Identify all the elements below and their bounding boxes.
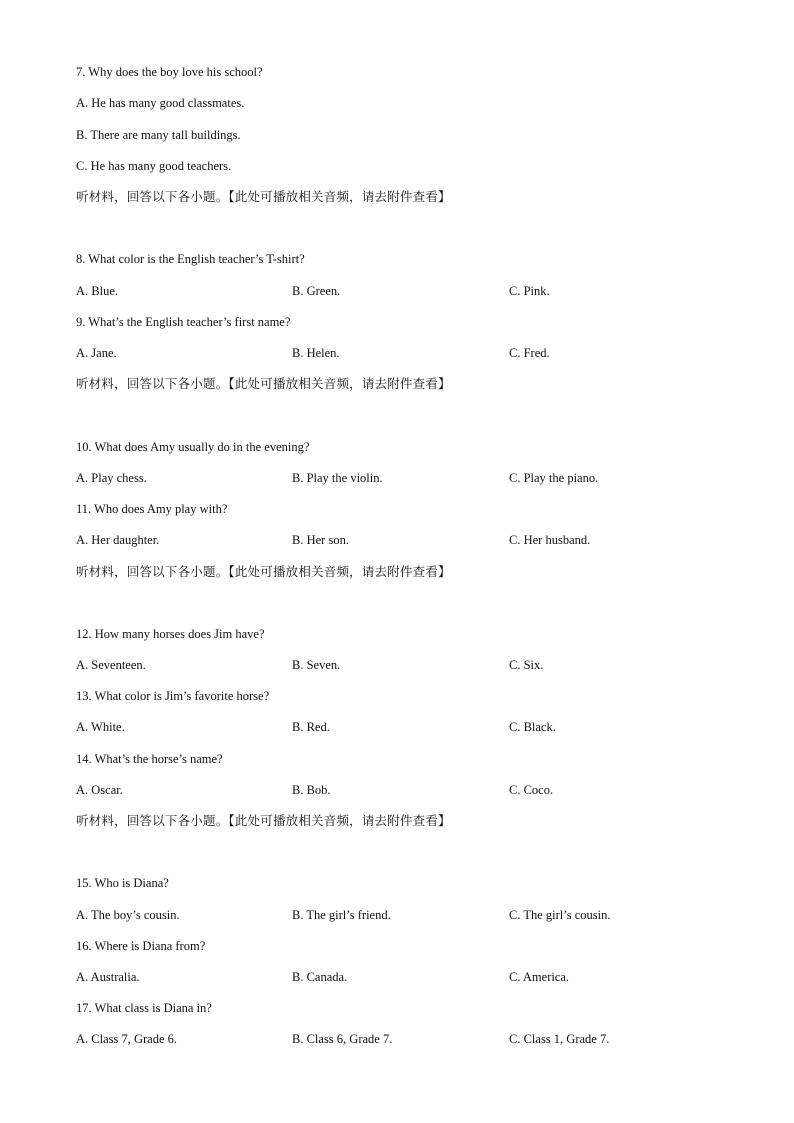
question-10-options [0,470,794,486]
question-16-option-c: C. America. [509,970,570,984]
question-10-option-c: C. Play the piano. [509,471,599,485]
instruction-3: 听材料，回答以下各小题。【此处可播放相关音频，请去附件查看】 [76,564,451,579]
question-17: 17. What class is Diana in? [76,1001,212,1015]
question-15-option-a: A. The boy’s cousin. [76,908,180,922]
question-13-options [0,719,794,735]
question-15: 15. Who is Diana? [76,876,169,890]
question-9-option-b: B. Helen. [292,346,340,360]
instruction-2: 听材料，回答以下各小题。【此处可播放相关音频，请去附件查看】 [76,376,451,391]
question-12-option-c: C. Six. [509,658,544,672]
question-11: 11. Who does Amy play with? [76,502,228,516]
question-12-option-b: B. Seven. [292,658,341,672]
question-8-option-c: C. Pink. [509,284,550,298]
question-7-option-a: A. He has many good classmates. [76,96,245,110]
question-16: 16. Where is Diana from? [76,939,206,953]
question-8-option-a: A. Blue. [76,284,119,298]
question-11-option-b: B. Her son. [292,533,349,547]
question-9-option-c: C. Fred. [509,346,550,360]
question-17-option-c: C. Class 1, Grade 7. [509,1032,610,1046]
question-9: 9. What’s the English teacher’s first name? [76,315,291,329]
question-14: 14. What’s the horse’s name? [76,752,223,766]
question-16-option-b: B. Canada. [292,970,348,984]
question-9-option-a: A. Jane. [76,346,117,360]
question-16-option-a: A. Australia. [76,970,140,984]
question-10: 10. What does Amy usually do in the evening? [76,440,310,454]
question-15-options [0,907,794,923]
question-16-options [0,969,794,985]
question-12-options [0,657,794,673]
question-17-options [0,1031,794,1047]
question-13-option-c: C. Black. [509,720,556,734]
question-11-option-c: C. Her husband. [509,533,591,547]
question-15-option-b: B. The girl’s friend. [292,908,391,922]
question-8-options [0,283,794,299]
question-10-option-b: B. Play the violin. [292,471,383,485]
question-12-option-a: A. Seventeen. [76,658,146,672]
question-12: 12. How many horses does Jim have? [76,627,265,641]
question-13: 13. What color is Jim’s favorite horse? [76,689,270,703]
question-14-option-c: C. Coco. [509,783,554,797]
question-9-options [0,345,794,361]
question-7: 7. Why does the boy love his school? [76,65,263,79]
question-13-option-a: A. White. [76,720,125,734]
question-17-option-b: B. Class 6, Grade 7. [292,1032,393,1046]
question-8: 8. What color is the English teacher’s T-shirt? [76,252,305,266]
question-14-options [0,782,794,798]
question-17-option-a: A. Class 7, Grade 6. [76,1032,178,1046]
question-15-option-c: C. The girl’s cousin. [509,908,611,922]
question-7-option-c: C. He has many good teachers. [76,159,232,173]
question-8-option-b: B. Green. [292,284,341,298]
question-10-option-a: A. Play chess. [76,471,147,485]
question-11-options [0,532,794,548]
question-14-option-b: B. Bob. [292,783,331,797]
instruction-1: 听材料，回答以下各小题。【此处可播放相关音频，请去附件查看】 [76,189,451,204]
instruction-4: 听材料，回答以下各小题。【此处可播放相关音频，请去附件查看】 [76,813,451,828]
question-13-option-b: B. Red. [292,720,330,734]
question-14-option-a: A. Oscar. [76,783,123,797]
question-7-option-b: B. There are many tall buildings. [76,128,241,142]
question-11-option-a: A. Her daughter. [76,533,160,547]
